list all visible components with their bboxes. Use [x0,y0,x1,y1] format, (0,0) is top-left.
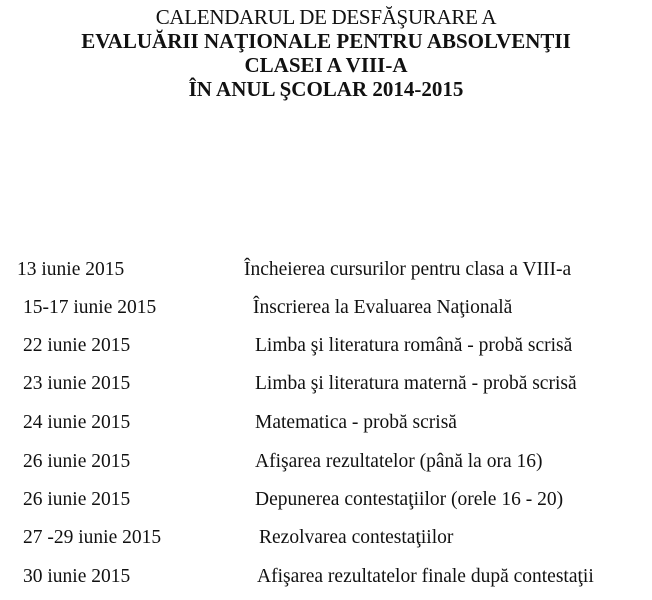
schedule-row [0,293,652,323]
schedule-date: 15-17 iunie 2015 [23,297,157,318]
schedule-event: Încheierea cursurilor pentru clasa a VIII-a [244,259,572,280]
schedule-row [0,447,652,477]
schedule-date: 13 iunie 2015 [17,259,125,280]
title-line-2: EVALUĂRII NAŢIONALE PENTRU ABSOLVENŢII [81,29,571,53]
schedule-event: Depunerea contestaţiilor (orele 16 - 20) [255,489,564,510]
schedule-event: Înscrierea la Evaluarea Naţională [253,297,513,318]
schedule-date: 26 iunie 2015 [23,451,131,472]
schedule-row [0,562,652,592]
schedule-row [0,255,652,285]
schedule-event: Rezolvarea contestaţiilor [259,527,454,548]
schedule-date: 22 iunie 2015 [23,335,131,356]
title-line-4: ÎN ANUL ŞCOLAR 2014-2015 [188,77,464,101]
schedule-date: 23 iunie 2015 [23,373,131,394]
title-line-1: CALENDARUL DE DESFĂŞURARE A [155,5,497,29]
schedule-date: 27 -29 iunie 2015 [23,527,162,548]
schedule-row [0,331,652,361]
schedule-event: Limba şi literatura maternă - probă scrisă [255,373,577,394]
schedule-date: 30 iunie 2015 [23,566,131,587]
schedule-row [0,369,652,399]
schedule-event: Limba şi literatura română - probă scrisă [255,335,573,356]
schedule-event: Afişarea rezultatelor (până la ora 16) [255,451,543,472]
schedule-event: Matematica - probă scrisă [255,412,457,433]
schedule-row [0,408,652,438]
schedule-row [0,485,652,515]
schedule-date: 24 iunie 2015 [23,412,131,433]
schedule-date: 26 iunie 2015 [23,489,131,510]
schedule-event: Afişarea rezultatelor finale după contestaţii [257,566,594,587]
schedule-row [0,523,652,553]
title-line-3: CLASEI A VIII-A [244,53,408,77]
